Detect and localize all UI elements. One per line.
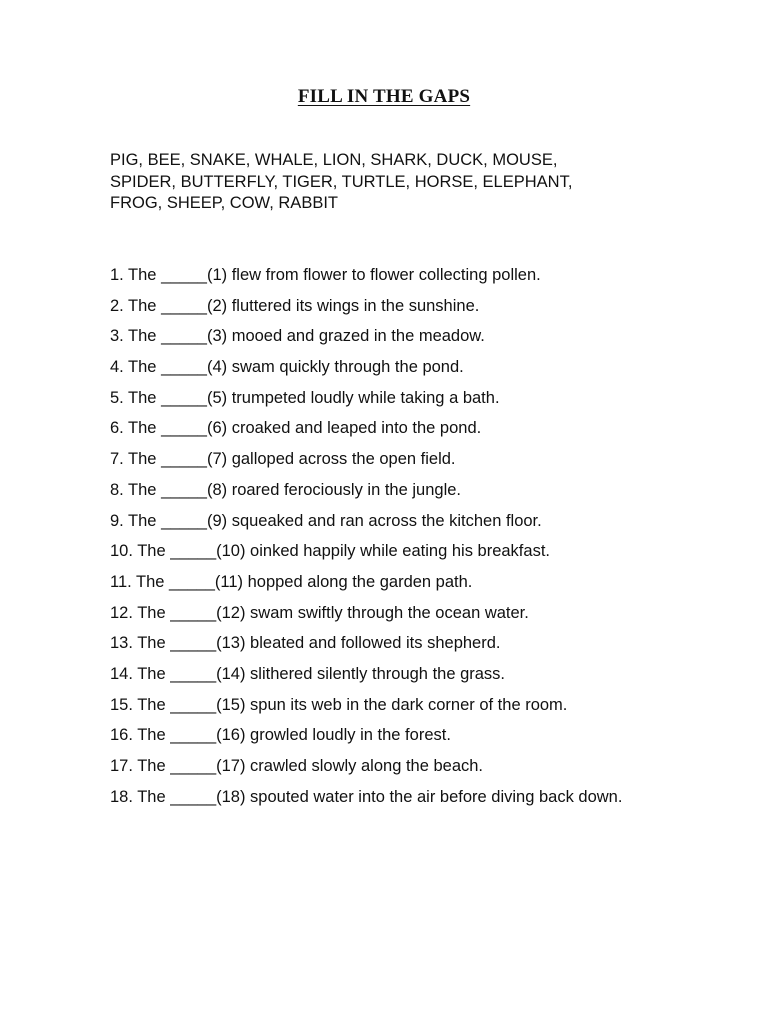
question-item: 8. The _____(8) roared ferociously in the jungle. — [110, 480, 461, 499]
word-bank-line: PIG, BEE, SNAKE, WHALE, LION, SHARK, DUCK, MOUSE, — [110, 151, 558, 169]
page-title — [0, 86, 768, 108]
question-item: 4. The _____(4) swam quickly through the pond. — [110, 358, 464, 377]
question-item: 7. The _____(7) galloped across the open field. — [110, 450, 456, 469]
page-title-text: FILL IN THE GAPS — [297, 86, 471, 107]
question-item: 17. The _____(17) crawled slowly along the beach. — [110, 757, 484, 775]
question-item: 14. The _____(14) slithered silently through the grass. — [110, 664, 506, 683]
question-list — [110, 265, 650, 808]
word-bank-line: SPIDER, BUTTERFLY, TIGER, TURTLE, HORSE, ELEPHANT, — [110, 172, 573, 191]
question-item: 18. The _____(18) spouted water into the air before diving back down. — [110, 787, 623, 806]
question-item: 6. The _____(6) croaked and leaped into the pond. — [110, 419, 482, 438]
question-item: 9. The _____(9) squeaked and ran across the kitchen floor. — [110, 511, 542, 530]
question-item: 2. The _____(2) fluttered its wings in the sunshine. — [110, 296, 480, 315]
question-item: 15. The _____(15) spun its web in the dark corner of the room. — [110, 695, 568, 714]
question-item: 10. The _____(10) oinked happily while eating his breakfast. — [110, 542, 550, 561]
word-bank — [110, 150, 670, 215]
question-item: 16. The _____(16) growled loudly in the forest. — [110, 726, 451, 745]
question-item: 5. The _____(5) trumpeted loudly while taking a bath. — [110, 388, 500, 407]
question-item: 13. The _____(13) bleated and followed its shepherd. — [110, 634, 501, 653]
question-item: 12. The _____(12) swam swiftly through the ocean water. — [110, 603, 529, 622]
question-item: 3. The _____(3) mooed and grazed in the meadow. — [110, 327, 485, 346]
question-item: 11. The _____(11) hopped along the garden path. — [110, 572, 473, 591]
question-item: 1. The _____(1) flew from flower to flower collecting pollen. — [110, 266, 541, 284]
word-bank-line: FROG, SHEEP, COW, RABBIT — [110, 194, 338, 212]
